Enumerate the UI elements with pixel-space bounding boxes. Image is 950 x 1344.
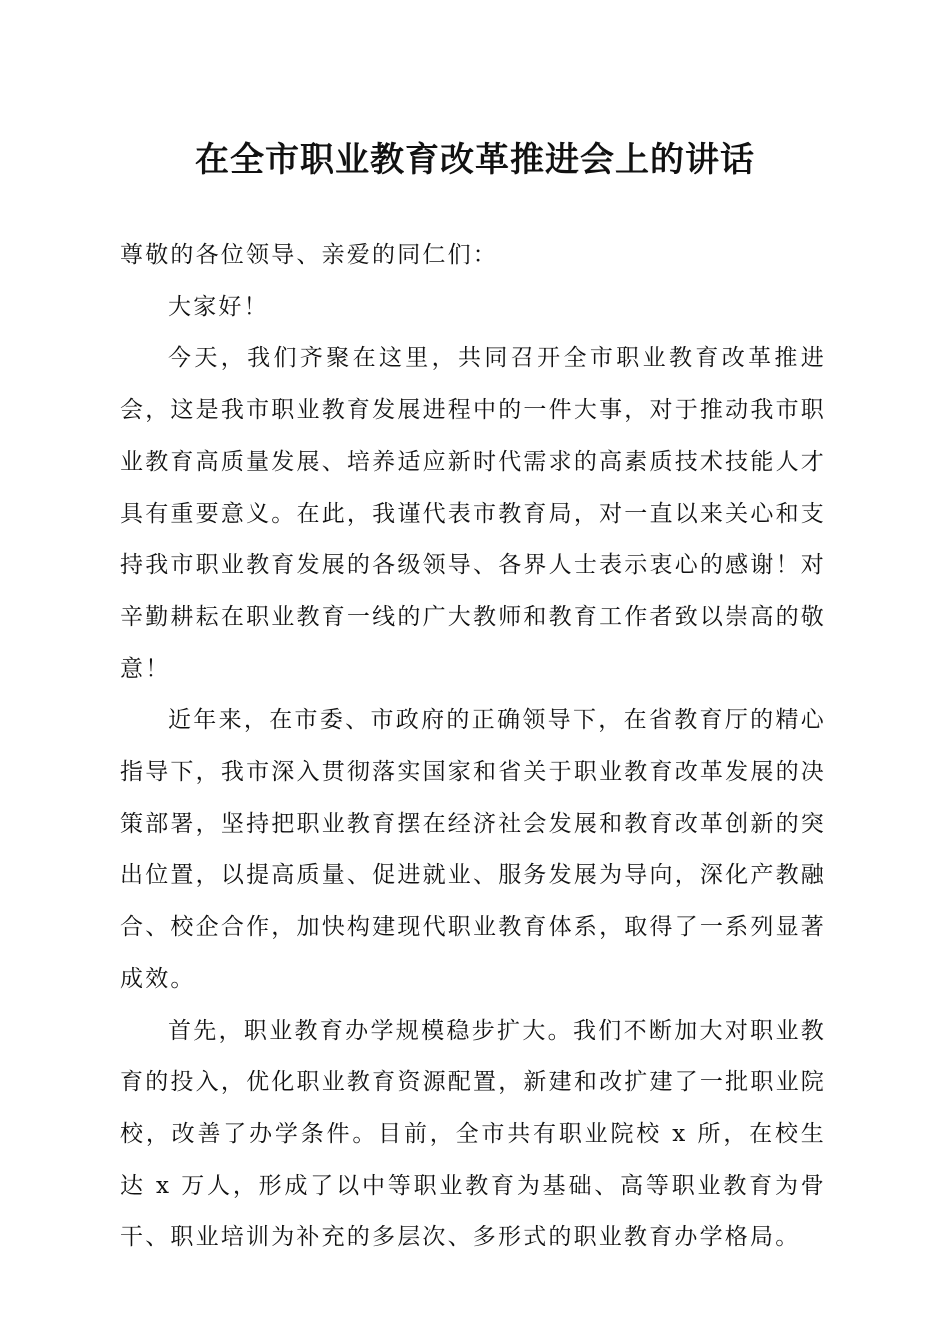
document-body [120,230,826,1264]
paragraph-achievements: 近年来，在市委、市政府的正确领导下，在省教育厅的精心指导下，我市深入贯彻落实国家和省关于职业教育改革发展的决策部署，坚持把职业教育摆在经济社会发展和教育改革创新的突出位置，以提高质量、促进就业、服务发展为导向，深化产教融合、校企合作，加快构建现代职业教育体系，取得了一系列显著成效。 [120,707,826,992]
greeting: 大家好！ [168,293,269,320]
document-title: 在全市职业教育改革推进会上的讲话 [195,140,755,180]
paragraph-opening: 今天，我们齐聚在这里，共同召开全市职业教育改革推进会，这是我市职业教育发展进程中的一件大事，对于推动我市职业教育高质量发展、培养适应新时代需求的高素质技术技能人才具有重要意义。在此，我谨代表市教育局，对一直以来关心和支持我市职业教育发展的各级领导、各界人士表示衷心的感谢！对辛勤耕耘在职业教育一线的广大教师和教育工作者致以崇高的敬意！ [120,345,826,682]
salutation: 尊敬的各位领导、亲爱的同仁们： [120,242,498,268]
paragraph-scale: 首先，职业教育办学规模稳步扩大。我们不断加大对职业教育的投入，优化职业教育资源配置，新建和改扩建了一批职业院校，改善了办学条件。目前，全市共有职业院校 x 所，在校生达 x 万人，形成了以中等职业教育为基础、高等职业教育为骨干、职业培训为补充的多层次、多形式的职业教育办学格局。 [120,1017,826,1251]
